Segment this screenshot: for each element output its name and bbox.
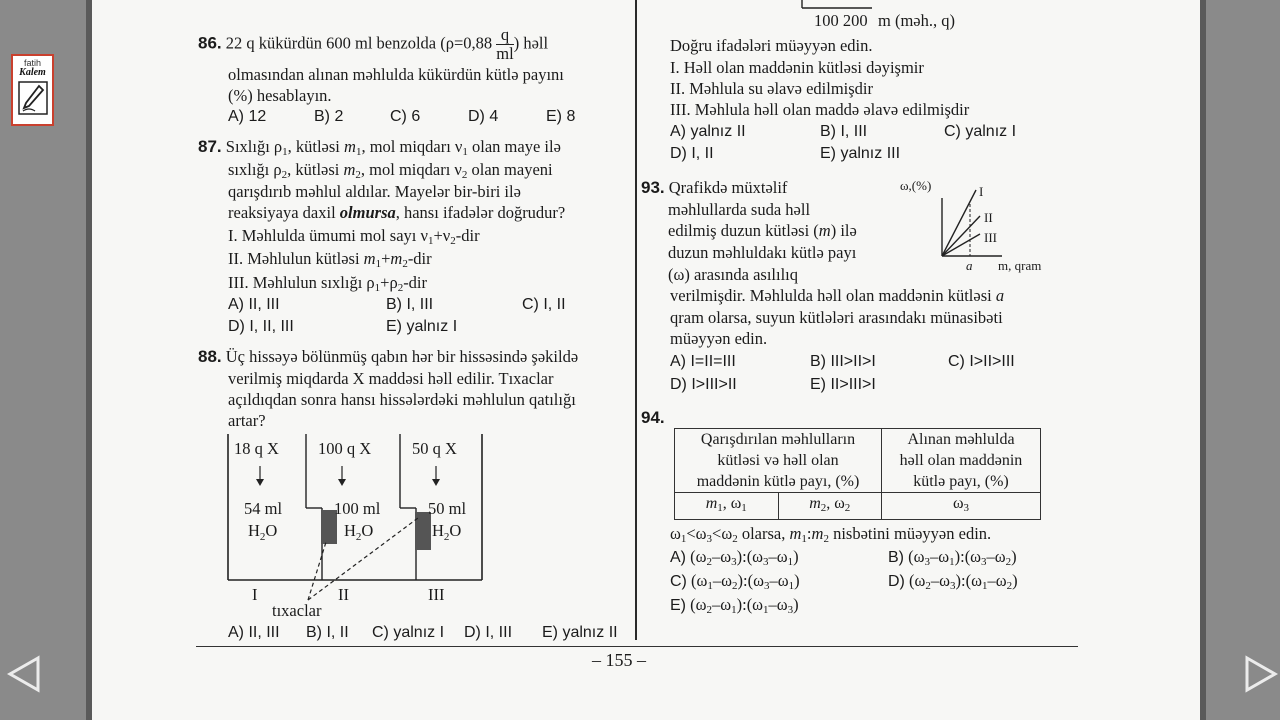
book-page [92,0,1200,720]
q93-line1: 93. Qrafikdə müxtəlif [641,178,788,197]
q86-option-e[interactable]: E) 8 [546,108,576,125]
q88-option-a[interactable]: A) II, III [228,624,280,641]
q93-line6: verilmişdir. Məhlulda həll olan maddənin kütləsi a [670,286,1005,305]
q87-statement-3: III. Məhlulun sıxlığı $\rho_1+\rho_2$-dir [228,273,428,294]
q92-option-c[interactable]: C) yalnız I [944,123,1017,140]
logo-line2: Kalem [19,67,46,78]
q87-line1: 87. Sıxlığı $\rho_1$, kütləsi $m_1$, mol miqdarı $\nu_1$ olan maye ilə [198,137,561,158]
q86-option-a[interactable]: A) 12 [228,108,267,125]
q86-number: 86. [198,33,222,53]
page-number: – 155 – [592,650,646,670]
q93-option-d[interactable]: D) I>III>II [670,376,737,393]
q93-line3: edilmiş duzun kütləsi (m) ilə [668,221,857,240]
q92-instruction: Doğru ifadələri müəyyən edin. [670,36,873,55]
section-3-mass: 50 q X [412,439,457,458]
section-1-label: I [252,585,258,604]
q94-row-cell-left [675,493,882,520]
q87-option-d[interactable]: D) I, II, III [228,318,294,335]
q92-graph-axis-fragment [792,0,992,34]
q93-graph-ylabel: ω,(%) [900,178,932,193]
section-2-label: II [338,585,349,604]
q87-option-b[interactable]: B) I, III [386,296,434,313]
stoppers-label: tıxaclar [272,601,322,620]
q94-result-cell: $\omega_3$ [882,493,1041,520]
q93-line-II: II [984,210,993,225]
section-3-solvent: $H_2O$ [432,521,462,543]
q93-graph-xlabel: m, qram [998,258,1042,273]
q93-line4: duzun məhluldakı kütlə payı [668,243,857,262]
q93-line-III: III [984,230,997,245]
page-shadow-right [1200,0,1206,720]
q94-option-b[interactable]: B) $(\omega_3-\omega_1):(\omega_3-\omega_2)$ [888,547,1017,568]
previous-page-arrow-icon[interactable] [6,654,42,694]
q88-option-b[interactable]: B) I, II [306,624,349,641]
q93-graph [892,174,1062,278]
q93-option-a[interactable]: A) I=II=III [670,353,736,370]
q86-line1: 86. 22 q kükürdün 600 ml benzolda (ρ=0,88 $\frac{q}{ml}$ ) həll [198,25,549,63]
q88-vessel-figure [222,430,492,625]
q93-graph-tick-a: a [966,258,973,273]
q87-line4: reaksiyaya daxil olmursa, hansı ifadələr doğrudur? [228,203,566,222]
q87-number: 87. [198,137,222,156]
q93-line7: qram olarsa, suyun kütlələri arasındakı münasibəti [670,308,1003,327]
q86-option-d[interactable]: D) 4 [468,108,499,125]
q92-option-b[interactable]: B) I, III [820,123,868,140]
q87-statement-1: I. Məhlulda ümumi mol sayı $\nu_1+\nu_2$-dir [228,226,480,247]
q87-statement-2: II. Məhlulun kütləsi $m_1+m_2$-dir [228,249,432,270]
section-1-mass: 18 q X [234,439,279,458]
footer-rule [196,646,1078,647]
q93-line8: müəyyən edin. [670,329,768,348]
q94-table [674,428,1041,520]
q94-option-c[interactable]: C) $(\omega_1-\omega_2):(\omega_3-\omega_1)$ [670,571,800,592]
publisher-logo[interactable] [11,54,54,126]
q93-option-b[interactable]: B) III>II>I [810,353,876,370]
q86-option-c[interactable]: C) 6 [390,108,421,125]
q92-axis-label: m (məh., q) [878,11,955,30]
q88-line4: artar? [228,411,266,430]
q87-option-a[interactable]: A) II, III [228,296,280,313]
q92-option-d[interactable]: D) I, II [670,145,714,162]
q92-axis-ticks: 100 200 [814,11,868,30]
section-2-mass: 100 q X [318,439,372,458]
q93-line2: məhlullarda suda həll [668,200,811,219]
q94-condition: $\omega_1<\omega_3<\omega_2$ olarsa, $m_1:m_2$ nisbətini müəyyən edin. [670,524,992,545]
q93-option-e[interactable]: E) II>III>I [810,376,876,393]
q92-statement-3: III. Məhlula həll olan maddə əlavə edilmişdir [670,100,970,119]
q94-solution-2: $m_2$, $\omega_2$ [809,495,851,514]
q86-line3: (%) hesablayın. [228,86,332,105]
section-1-volume: 54 ml [244,499,283,518]
q92-option-a[interactable]: A) yalnız II [670,123,746,140]
q88-line1: 88. Üç hissəyə bölünmüş qabın hər bir hissəsində şəkildə [198,347,579,366]
q94-header-2: Alınan məhlulda həll olan maddənin kütlə payı, (%) [882,429,1041,493]
q87-option-c[interactable]: C) I, II [522,296,566,313]
q88-number: 88. [198,347,222,366]
q88-option-c[interactable]: C) yalnız I [372,624,445,641]
q94-header-1: Qarışdırılan məhlulların kütləsi və həll olan maddənin kütlə payı, (%) [675,429,882,493]
section-3-volume: 50 ml [428,499,467,518]
q93-line-I: I [979,184,984,199]
viewer-right-margin [1206,0,1280,720]
pen-icon [17,80,49,116]
next-page-arrow-icon[interactable] [1243,654,1279,694]
q94-option-a[interactable]: A) $(\omega_2-\omega_3):(\omega_3-\omega_1)$ [670,547,799,568]
q87-line2: sıxlığı $\rho_2$, kütləsi $m_2$, mol miqdarı $\nu_2$ olan mayeni [228,160,553,181]
q94-solution-1: $m_1$, $\omega_1$ [675,493,779,519]
section-2-solvent: $H_2O$ [344,521,374,543]
q88-option-d[interactable]: D) I, III [464,624,513,641]
q87-line3: qarışdırıb məhlul aldılar. Mayelər bir-biri ilə [228,182,521,201]
section-3-label: III [428,585,445,604]
column-divider [635,0,637,640]
section-1-solvent: $H_2O$ [248,521,278,543]
q92-statement-1: I. Həll olan maddənin kütləsi dəyişmir [670,58,924,77]
q94-number: 94. [641,408,665,427]
q92-option-e[interactable]: E) yalnız III [820,145,901,162]
q94-option-d[interactable]: D) $(\omega_2-\omega_3):(\omega_1-\omega_2)$ [888,571,1018,592]
q93-line5: (ω) arasında asılılıq [668,265,798,284]
q87-option-e[interactable]: E) yalnız I [386,318,458,335]
section-2-volume: 100 ml [334,499,381,518]
q88-option-e[interactable]: E) yalnız II [542,624,618,641]
q88-line3: açıldıqdan sonra hansı hissələrdəki məhlulun qatılığı [228,390,576,409]
q93-option-c[interactable]: C) I>II>III [948,353,1015,370]
q88-line2: verilmiş miqdarda X maddəsi həll edilir. Tıxaclar [228,369,554,388]
q94-option-e[interactable]: E) $(\omega_2-\omega_1):(\omega_1-\omega_3)$ [670,595,799,616]
q86-line2: olmasından alınan məhlulda kükürdün kütlə payını [228,65,564,84]
logo-line1: fatih [23,58,41,68]
density-unit-fraction: $\frac{q}{ml}$ [496,25,514,63]
q86-option-b[interactable]: B) 2 [314,108,344,125]
q92-statement-2: II. Məhlula su əlavə edilmişdir [670,79,873,98]
q93-number: 93. [641,178,665,197]
